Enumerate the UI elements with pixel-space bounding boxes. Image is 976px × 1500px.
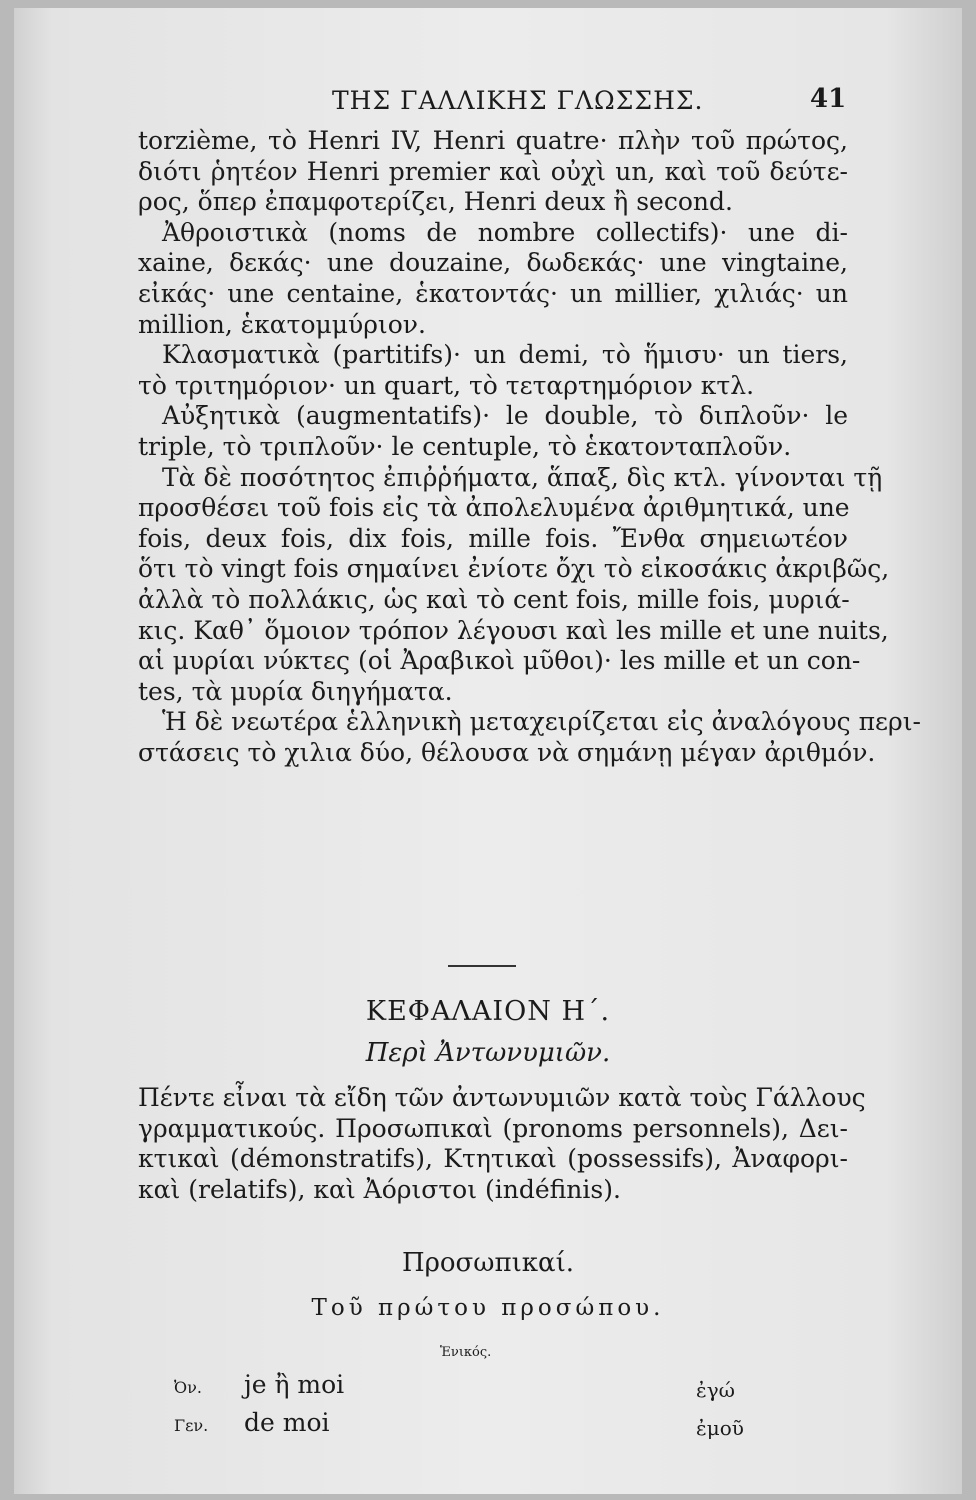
text-line: εἰκάς· une centaine, ἑκατοντάς· un millier, χιλιάς· un — [138, 278, 848, 308]
section-heading: Προσωπικαί. — [401, 1248, 575, 1278]
number-label: Ἑνικός. — [440, 1345, 492, 1360]
text-line: ρος, ὅπερ ἐπαμφοτερίζει, Henri deux ἢ second. — [138, 187, 733, 217]
text-line: torzième, τὸ Henri IV, Henri quatre· πλὴν τοῦ πρώτος, — [138, 126, 848, 155]
french-form: de moi — [244, 1408, 330, 1437]
text-line: τὸ τριτημόριον· un quart, τὸ τεταρτημόριον κτλ. — [138, 370, 755, 400]
text-line: tes, τὰ μυρία διηγήματα. — [138, 676, 453, 706]
case-label: Ὀν. — [174, 1378, 202, 1397]
text-line: κτικαὶ (démonstratifs), Κτητικαὶ (possessifs), Ἀναφορι- — [138, 1144, 848, 1174]
chapter-intro-text — [138, 1083, 866, 1205]
text-line: Αὐξητικὰ (augmentatifs)· le double, τὸ διπλοῦν· le — [162, 401, 848, 431]
text-line: fois, deux fois, dix fois, mille fois. Ἔνθα σημειωτέον — [138, 523, 848, 553]
text-line: προσθέσει τοῦ fois εἰς τὰ ἀπολελυμένα ἀριθμητικά, une — [138, 493, 850, 523]
declension-row — [14, 1370, 962, 1404]
running-title: ΤΗΣ ΓΑΛΛΙΚΗΣ ΓΛΩΣΣΗΣ. — [332, 86, 704, 115]
text-line: γραμματικούς. Προσωπικαὶ (pronoms personnels), Δει- — [138, 1113, 848, 1143]
text-line: κις. Καθ᾽ ὅμοιον τρόπον λέγουσι καὶ les mille et une nuits, — [138, 615, 889, 645]
text-line: διότι ῥητέον Henri premier καὶ οὐχὶ un, καὶ τοῦ δεύτε- — [138, 156, 848, 186]
chapter-title: ΚΕΦΑΛΑΙΟΝ Η΄. — [365, 996, 611, 1027]
text-line: xaine, δεκάς· une douzaine, δωδεκάς· une vingtaine, — [138, 248, 848, 278]
text-line: triple, τὸ τριπλοῦν· le centuple, τὸ ἑκατονταπλοῦν. — [138, 431, 792, 461]
text-line: αἱ μυρίαι νύκτες (οἱ Ἀραβικοὶ μῦθοι)· les mille et un con- — [138, 646, 861, 676]
text-line: Κλασματικὰ (partitifs)· un demi, τὸ ἥμισυ· un tiers, — [162, 340, 848, 370]
greek-form: ἐγώ — [696, 1378, 735, 1402]
text-line: Τὰ δὲ ποσότητος ἐπιῤῥήματα, ἅπαξ, δὶς κτλ. γίνονται τῇ — [162, 462, 883, 492]
page-header — [14, 86, 962, 122]
section-divider — [448, 965, 516, 967]
text-line: Πέντε εἶναι τὰ εἴδη τῶν ἀντωνυμιῶν κατὰ τοὺς Γάλλους — [138, 1083, 866, 1112]
case-label: Γεν. — [174, 1416, 209, 1435]
text-line: Ἀθροιστικὰ (noms de nombre collectifs)· une di- — [162, 217, 848, 247]
text-line: ἀλλὰ τὸ πολλάκις, ὡς καὶ τὸ cent fois, mille fois, μυριά- — [138, 584, 850, 614]
text-line: Ἡ δὲ νεωτέρα ἑλληνικὴ μεταχειρίζεται εἰς ἀναλόγους περι- — [162, 707, 921, 737]
text-line: στάσεις τὸ χιλια δύο, θέλουσα νὰ σημάνῃ μέγαν ἀριθμόν. — [138, 737, 876, 767]
text-line: ὅτι τὸ vingt fois σημαίνει ἐνίοτε ὄχι τὸ εἰκοσάκις ἀκριβῶς, — [138, 554, 890, 584]
body-text — [138, 126, 921, 768]
book-page — [14, 8, 962, 1494]
chapter-subtitle: Περὶ Ἀντωνυμιῶν. — [365, 1038, 611, 1068]
french-form: je ἢ moi — [244, 1370, 345, 1399]
page-number: 41 — [810, 84, 847, 114]
subsection-heading: Τοῦ πρώτου προσώπου. — [311, 1295, 665, 1321]
declension-row — [14, 1408, 962, 1442]
greek-form: ἐμοῦ — [696, 1416, 744, 1440]
text-line: million, ἑκατομμύριον. — [138, 309, 426, 339]
text-line: καὶ (relatifs), καὶ Ἀόριστοι (indéfinis). — [138, 1174, 621, 1204]
